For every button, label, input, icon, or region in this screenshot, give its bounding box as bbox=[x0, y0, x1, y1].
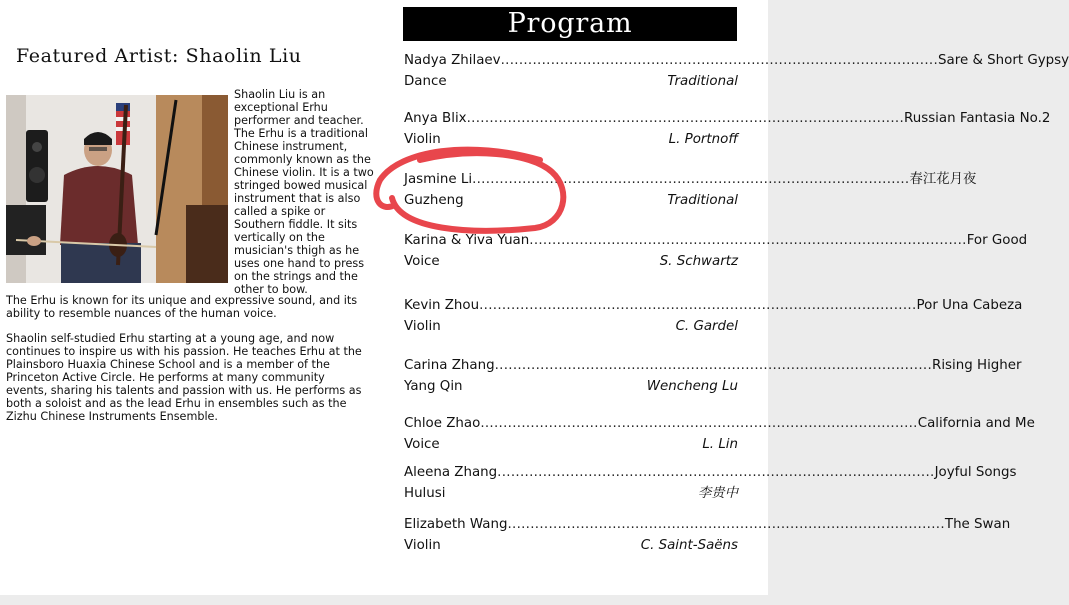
artist-background bbox=[6, 332, 386, 423]
instrument: Hulusi bbox=[404, 486, 446, 501]
piece-title: Por Una Cabeza bbox=[916, 298, 1023, 313]
program-entry bbox=[404, 462, 1017, 504]
piece-title: The Swan bbox=[944, 517, 1011, 532]
bio-line: instrument that is also bbox=[234, 192, 361, 205]
featured-artist-title: Featured Artist: Shaolin Liu bbox=[16, 45, 302, 67]
bio-line: called a spike or bbox=[234, 205, 326, 218]
bio-line: commonly known as the bbox=[234, 153, 371, 166]
performer-name: Kevin Zhou bbox=[404, 298, 480, 313]
instrument: Guzheng bbox=[404, 193, 464, 208]
program-entry bbox=[404, 50, 1069, 92]
bio-line: The Erhu is a traditional bbox=[234, 127, 368, 140]
program-entry bbox=[404, 355, 1022, 397]
piece-title: Russian Fantasia No.2 bbox=[904, 111, 1051, 126]
paragraph-line: Zizhu Chinese Instruments Ensemble. bbox=[6, 410, 218, 423]
paragraph-line: ability to resemble nuances of the human voice. bbox=[6, 307, 277, 320]
instrument: Violin bbox=[404, 132, 441, 147]
composer: L. Lin bbox=[702, 437, 738, 452]
bio-line: Chinese violin. It is a two bbox=[234, 166, 374, 179]
piece-title: Sare & Short Gypsy bbox=[938, 53, 1069, 68]
performer-name: Carina Zhang bbox=[404, 358, 495, 373]
instrument: Violin bbox=[404, 319, 441, 334]
bio-line: musician's thigh as he bbox=[234, 244, 360, 257]
composer: L. Portnoff bbox=[668, 132, 738, 147]
dot-leader: ................................................................................................ bbox=[529, 233, 967, 248]
piece-title: 春江花月夜 bbox=[909, 172, 977, 187]
composer: 李贵中 bbox=[697, 486, 738, 501]
performer-name: Chloe Zhao bbox=[404, 416, 481, 431]
artist-photo bbox=[6, 95, 228, 283]
composer: C. Gardel bbox=[675, 319, 738, 334]
bio-line: exceptional Erhu bbox=[234, 101, 328, 114]
performer-name: Elizabeth Wang bbox=[404, 517, 508, 532]
program-entry-highlighted bbox=[404, 169, 977, 211]
paragraph-line: events, sharing his talents and passion with us. He performs as bbox=[6, 384, 362, 397]
dot-leader: ................................................................................................ bbox=[479, 298, 917, 313]
bio-line: uses one hand to press bbox=[234, 257, 365, 270]
program-entry bbox=[404, 413, 1035, 455]
composer: Wencheng Lu bbox=[646, 379, 738, 394]
artist-photo-illustration bbox=[6, 95, 228, 283]
bio-line: on the strings and the bbox=[234, 270, 358, 283]
instrument: Violin bbox=[404, 538, 441, 553]
bio-line: Shaolin Liu is an bbox=[234, 88, 326, 101]
performer-name: Anya Blix bbox=[404, 111, 467, 126]
instrument: Dance bbox=[404, 74, 447, 89]
performer-name: Aleena Zhang bbox=[404, 465, 498, 480]
dot-leader: ................................................................................................ bbox=[466, 111, 905, 126]
instrument: Voice bbox=[404, 437, 440, 452]
bio-line: performer and teacher. bbox=[234, 114, 364, 127]
paragraph-line: continues to inspire us with his passion. He teaches Erhu at the bbox=[6, 345, 362, 358]
performer-name: Jasmine Li bbox=[404, 172, 473, 187]
program-entry bbox=[404, 108, 1051, 150]
paragraph-line: both a soloist and as the lead Erhu in ensembles such as the bbox=[6, 397, 347, 410]
composer: Traditional bbox=[667, 193, 738, 208]
piece-title: Rising Higher bbox=[932, 358, 1022, 373]
composer: Traditional bbox=[667, 74, 738, 89]
bio-line: stringed bowed musical bbox=[234, 179, 368, 192]
bio-line: vertically on the bbox=[234, 231, 325, 244]
dot-leader: ................................................................................................ bbox=[507, 517, 945, 532]
dot-leader: ................................................................................................ bbox=[494, 358, 933, 373]
piece-title: Joyful Songs bbox=[934, 465, 1017, 480]
bio-line: Southern fiddle. It sits bbox=[234, 218, 358, 231]
erhu-description bbox=[6, 294, 386, 320]
paragraph-line: Shaolin self-studied Erhu starting at a young age, and now bbox=[6, 332, 335, 345]
bio-line: other to bow. bbox=[234, 283, 308, 296]
instrument: Voice bbox=[404, 254, 440, 269]
composer: C. Saint-Saëns bbox=[640, 538, 738, 553]
performer-name: Karina & Yiva Yuan bbox=[404, 233, 530, 248]
performer-name: Nadya Zhilaev bbox=[404, 53, 501, 68]
program-entry bbox=[404, 514, 1011, 556]
paragraph-line: The Erhu is known for its unique and expressive sound, and its bbox=[6, 294, 358, 307]
instrument: Yang Qin bbox=[404, 379, 463, 394]
program-title: Program bbox=[403, 7, 737, 41]
artist-bio bbox=[234, 88, 382, 296]
dot-leader: ................................................................................................ bbox=[480, 416, 918, 431]
piece-title: California and Me bbox=[917, 416, 1035, 431]
dot-leader: ................................................................................................ bbox=[500, 53, 939, 68]
dot-leader: ................................................................................................ bbox=[472, 172, 910, 187]
paragraph-line: Plainsboro Huaxia Chinese School and is a member of the bbox=[6, 358, 330, 371]
dot-leader: ................................................................................................ bbox=[497, 465, 935, 480]
composer: S. Schwartz bbox=[659, 254, 738, 269]
program-entry bbox=[404, 295, 1023, 337]
piece-title: For Good bbox=[966, 233, 1028, 248]
bio-line: Chinese instrument, bbox=[234, 140, 348, 153]
paragraph-line: Princeton Active Circle. He performs at many community bbox=[6, 371, 325, 384]
program-entry bbox=[404, 230, 1028, 272]
